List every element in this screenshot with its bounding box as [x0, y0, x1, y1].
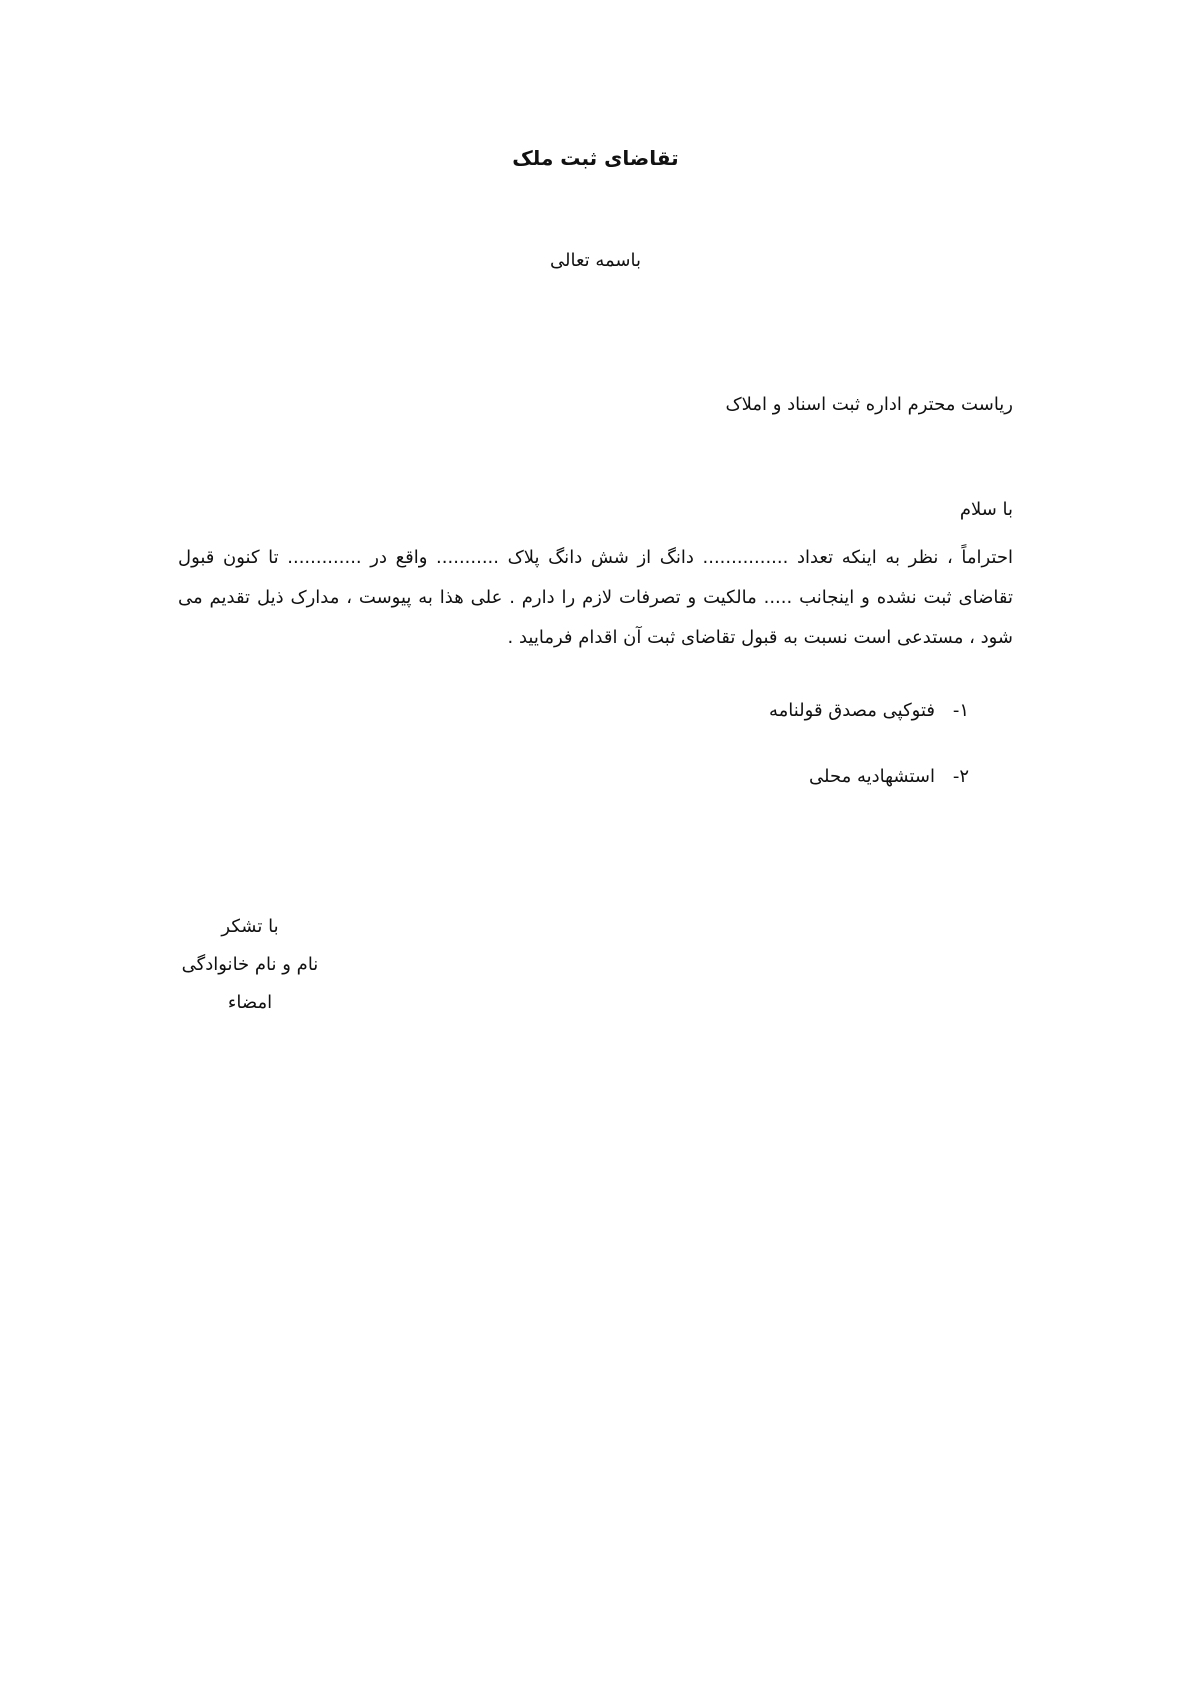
document-title: تقاضای ثبت ملک	[512, 146, 679, 170]
attachment-item	[369, 766, 969, 832]
attachment-text: فتوکپی مصدق قولنامه	[768, 700, 935, 721]
attachment-item	[369, 700, 969, 766]
greeting-line: با سلام	[959, 499, 1013, 520]
attachment-text: استشهادیه محلی	[809, 766, 935, 787]
attachment-number: ۱-	[952, 700, 969, 721]
closing-sign-label: امضاء	[227, 992, 273, 1013]
recipient-line: ریاست محترم اداره ثبت اسناد و املاک	[725, 394, 1013, 415]
signature-block	[150, 908, 350, 1022]
request-body: احتراماً ، نظر به اینکه تعداد ............... دانگ از شش دانگ پلاک ........... واقع در ............. تا کنون قبول تقاضای ثبت نشده و اینجانب ..... مالکیت و تصرفات لازم را دارم . علی هذا به پیوست ، مدارک ذیل تقدیم می شود ، مستدعی است نسبت به قبول تقاضای ثبت آن اقدام فرمایید .	[178, 547, 1013, 648]
closing-thanks: با تشکر	[221, 916, 279, 937]
attachment-number: ۲-	[952, 766, 969, 787]
closing-name-label: نام و نام خانوادگی	[181, 954, 319, 975]
attachments-list	[369, 700, 969, 832]
basmala-heading: باسمه تعالی	[549, 250, 642, 271]
